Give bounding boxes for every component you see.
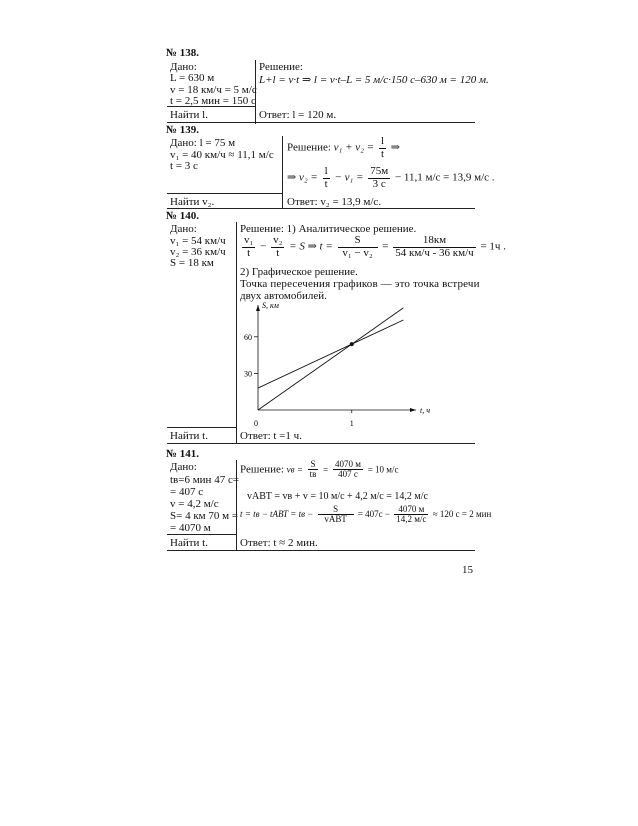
p139-equation-1 — [287, 136, 400, 160]
p141-eq1-fraction-2: $\frac{4070 м}{407 с}$ — [334, 459, 361, 480]
p138-solution: L+l = v·t ⇒ l = v·t–L = 5 м/с·150 с–630 м = 120 м. — [259, 74, 489, 86]
p138-solution-label: Решение: — [259, 61, 303, 73]
p139-find: Найти v₂. — [170, 196, 215, 208]
p141-eq1-result: = 10 м/с — [367, 464, 399, 475]
p139-given-2: v₁ = 40 км/ч ≈ 11,1 м/с — [170, 149, 274, 161]
p141-eq3-fraction-1: $\frac{S}{\text{vАВТ}}$ — [318, 505, 354, 525]
x-tick-label-1: 1 — [349, 419, 354, 428]
p141-eq1-equals: = — [323, 464, 329, 475]
p140-find: Найти t. — [170, 430, 208, 442]
p140-solution-2: 2) Графическое решение. — [240, 266, 358, 278]
p138-answer: Ответ: l = 120 м. — [259, 109, 337, 121]
p141-divider-given — [167, 534, 236, 535]
p141-divider-vertical — [236, 460, 237, 551]
p139-eq2-fraction-2: $\frac{75м}{3 с}$ — [370, 165, 389, 190]
p139-given-3: t = 3 с — [170, 160, 198, 172]
graph-series — [258, 308, 403, 410]
page-number: 15 — [462, 564, 473, 576]
p141-equation-1 — [240, 460, 398, 480]
problem-138-number: № 138. — [166, 47, 200, 59]
p140-eq-fraction-3: $\frac{S}{\text{v₁ − v₂}}$ — [338, 235, 378, 259]
y-tick-label-30: 30 — [244, 369, 252, 379]
p140-given-3: v₂ = 36 км/ч — [170, 246, 226, 258]
p141-eq1-left: vв = — [286, 464, 303, 475]
p139-eq2-fraction-1: $\frac{l}{t}$ — [324, 165, 328, 190]
p140-eq-minus: − — [260, 240, 267, 253]
p140-eq-mid: = S ⇒ t = — [289, 240, 333, 253]
p141-given-6: = 4070 м — [170, 522, 211, 534]
p138-find: Найти l. — [170, 109, 208, 121]
p139-eq2-left: ⇒ v₂ = — [287, 171, 318, 184]
p140-answer: Ответ: t =1 ч. — [240, 430, 302, 442]
p139-eq1-left: v₁ + v₂ = — [333, 141, 375, 154]
p140-given-1: Дано: — [170, 223, 197, 235]
p139-eq2-mid: − v₁ = — [334, 171, 364, 184]
p140-divider-bottom — [167, 443, 475, 444]
p140-eq-fraction-2: $\frac{\text{v₂}}{t}$ — [273, 234, 283, 259]
p141-eq3-fraction-2: $\frac{4070 м}{14,2 м/с}$ — [396, 504, 427, 525]
p141-solution-label: Решение: — [240, 463, 284, 476]
p141-answer: Ответ: t ≈ 2 мин. — [240, 537, 318, 549]
p139-answer: Ответ: v₂ = 13,9 м/с. — [287, 196, 382, 208]
p141-divider-bottom — [167, 550, 475, 551]
problem-139-number: № 139. — [166, 124, 200, 136]
p138-given-1: L = 630 м — [170, 72, 215, 84]
p138-given-label: Дано: — [170, 61, 197, 73]
p140-eq-fraction-4: $\frac{18км}{54 км/ч - 36 км/ч}$ — [395, 234, 474, 259]
p141-given-3: = 407 с — [170, 486, 204, 498]
p141-equation-2: vАВТ = vв + v = 10 м/с + 4,2 м/с = 14,2 м/с — [247, 491, 428, 502]
p138-given-3: t = 2,5 мин = 150 с — [170, 95, 256, 107]
p141-given-4: v = 4,2 м/с — [170, 498, 219, 510]
y-axis-label: S, км — [262, 301, 279, 310]
p139-given-1: Дано: l = 75 м — [170, 137, 236, 149]
p140-given-4: S = 18 км — [170, 257, 214, 269]
p140-eq-equals: = — [382, 240, 389, 253]
x-axis-arrow — [410, 408, 416, 412]
p140-text-2: двух автомобилей. — [240, 290, 327, 302]
p139-eq2-right: − 11,1 м/с = 13,9 м/с . — [394, 171, 495, 184]
p140-divider-given — [167, 427, 236, 428]
p140-eq-result: = 1ч . — [480, 240, 506, 253]
y-tick-label-60: 60 — [244, 332, 252, 342]
p141-equation-3 — [240, 505, 491, 525]
p138-given-2: v = 18 км/ч = 5 м/с — [170, 84, 257, 96]
p140-text-1: Точка пересечения графиков — это точка встречи — [240, 278, 480, 290]
p141-find: Найти t. — [170, 537, 208, 549]
p141-given-2: tв=6 мин 47 с= — [170, 474, 240, 486]
p139-divider-given — [167, 193, 282, 194]
origin-label: 0 — [254, 419, 258, 428]
p139-eq1-fraction: $\frac{l}{t}$ — [380, 135, 384, 160]
p140-divider-vertical — [236, 222, 237, 444]
p141-given-5: S= 4 км 70 м = — [170, 510, 239, 522]
p140-equation — [240, 235, 506, 259]
y-axis-arrow — [256, 305, 260, 311]
p141-eq1-fraction-1: $\frac{S}{tв}$ — [309, 459, 317, 480]
problem-141-number: № 141. — [166, 448, 200, 460]
problem-140-number: № 140. — [166, 210, 200, 222]
p139-equation-2 — [287, 166, 495, 190]
x-axis-label: t, ч — [420, 406, 431, 415]
p140-graph — [234, 300, 474, 435]
p141-eq3-mid: = 407с − — [357, 509, 391, 519]
p139-solution-label: Решение: — [287, 141, 331, 154]
p141-eq3-left: t = tв − tАВТ = tв − — [240, 509, 314, 519]
p140-solution-1: Решение: 1) Аналитическое решение. — [240, 223, 417, 235]
p141-given-1: Дано: — [170, 461, 197, 473]
series-line-v2 — [258, 320, 403, 388]
p138-divider-bottom — [167, 122, 475, 123]
series-line-v1 — [258, 308, 403, 410]
p138-divider-given — [167, 106, 255, 107]
intersection-point — [350, 342, 354, 346]
p141-eq3-result: ≈ 120 с = 2 мин — [432, 509, 492, 519]
p140-given-2: v₁ = 54 км/ч — [170, 235, 226, 247]
p139-divider-vertical — [282, 136, 283, 208]
p139-eq1-right: ⇒ — [390, 141, 400, 154]
graph-axes — [254, 305, 416, 413]
p139-divider-bottom — [167, 208, 475, 209]
p138-divider-vertical — [255, 60, 256, 124]
p140-eq-fraction-1: $\frac{\text{v₁}}{t}$ — [244, 234, 254, 259]
